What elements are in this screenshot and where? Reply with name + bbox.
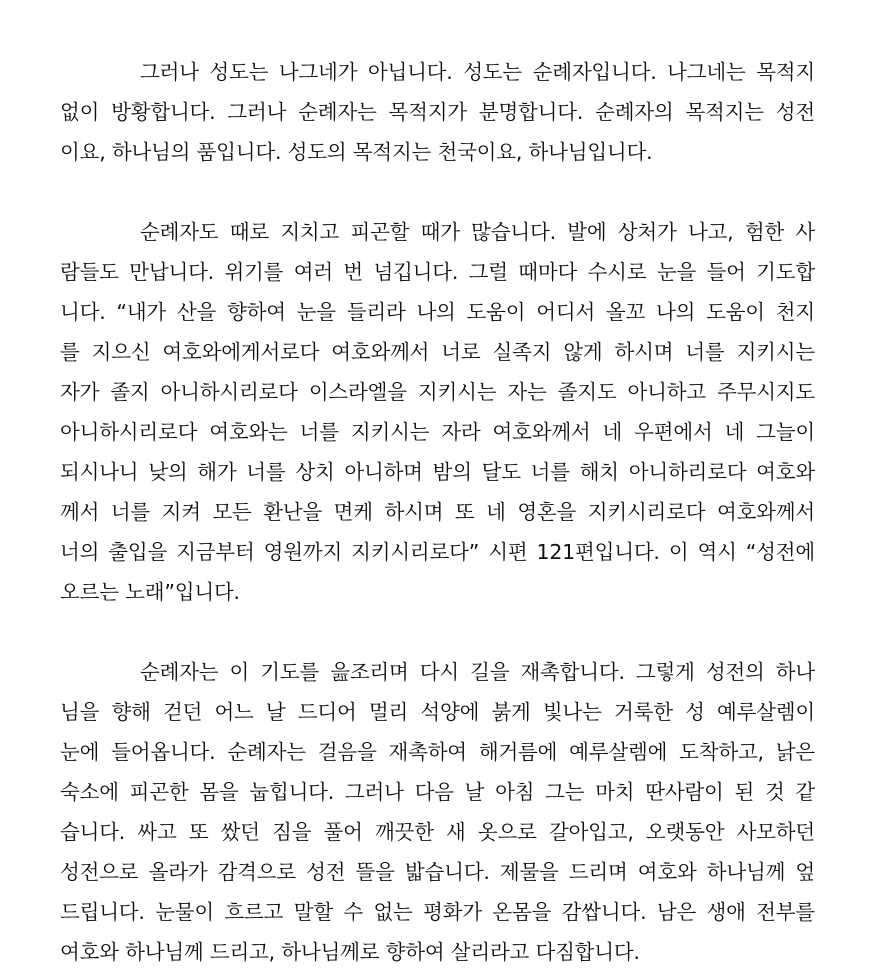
paragraph-3 — [60, 652, 815, 972]
paragraph-2 — [60, 212, 815, 612]
paragraph-line: 께서 너를 지켜 모든 환난을 면케 하시며 또 네 영혼을 지키시리로다 여호와께서 — [60, 500, 815, 524]
paragraph-line: 오르는 노래”입니다. — [60, 580, 240, 604]
paragraph-line: 드립니다. 눈물이 흐르고 말할 수 없는 평화가 온몸을 감쌉니다. 남은 생애 전부를 — [60, 900, 815, 924]
paragraph-line: 니다. “내가 산을 향하여 눈을 들리라 나의 도움이 어디서 올꼬 나의 도움이 천지 — [60, 300, 815, 324]
paragraph-line: 되시나니 낮의 해가 너를 상치 아니하며 밤의 달도 너를 해치 아니하리로다 여호와 — [60, 460, 815, 484]
paragraph-line: 숙소에 피곤한 몸을 눕힙니다. 그러나 다음 날 아침 그는 마치 딴사람이 된 것 같 — [60, 780, 815, 804]
paragraph-line: 없이 방황합니다. 그러나 순례자는 목적지가 분명합니다. 순례자의 목적지는 성전 — [60, 100, 815, 124]
paragraph-line: 성전으로 올라가 감격으로 성전 뜰을 밟습니다. 제물을 드리며 여호와 하나님께 엎 — [60, 860, 815, 884]
paragraph-line: 를 지으신 여호와에게서로다 여호와께서 너로 실족지 않게 하시며 너를 지키시는 — [60, 340, 815, 364]
paragraph-line: 자가 졸지 아니하시리로다 이스라엘을 지키시는 자는 졸지도 아니하고 주무시지도 — [60, 380, 815, 404]
paragraph-line: 그러나 성도는 나그네가 아닙니다. 성도는 순례자입니다. 나그네는 목적지 — [140, 60, 815, 84]
document-page — [60, 52, 815, 972]
paragraph-line: 순례자도 때로 지치고 피곤할 때가 많습니다. 발에 상처가 나고, 험한 사 — [140, 220, 815, 244]
paragraph-line: 순례자는 이 기도를 읊조리며 다시 길을 재촉합니다. 그렇게 성전의 하나 — [140, 660, 815, 684]
paragraph-line: 너의 출입을 지금부터 영원까지 지키시리로다” 시편 121편입니다. 이 역시 “성전에 — [60, 540, 815, 564]
paragraph-line: 님을 향해 걷던 어느 날 드디어 멀리 석양에 붉게 빛나는 거룩한 성 예루살렘이 — [60, 700, 815, 724]
paragraph-line: 람들도 만납니다. 위기를 여러 번 넘깁니다. 그럴 때마다 수시로 눈을 들어 기도합 — [60, 260, 815, 284]
paragraph-line: 눈에 들어옵니다. 순례자는 걸음을 재촉하여 해거름에 예루살렘에 도착하고, 낡은 — [60, 740, 815, 764]
paragraph-1 — [60, 52, 815, 172]
paragraph-line: 이요, 하나님의 품입니다. 성도의 목적지는 천국이요, 하나님입니다. — [60, 140, 653, 164]
paragraph-line: 여호와 하나님께 드리고, 하나님께로 향하여 살리라고 다짐합니다. — [60, 940, 640, 964]
paragraph-line: 습니다. 싸고 또 쌌던 짐을 풀어 깨끗한 새 옷으로 갈아입고, 오랫동안 사모하던 — [60, 820, 815, 844]
paragraph-line: 아니하시리로다 여호와는 너를 지키시는 자라 여호와께서 네 우편에서 네 그늘이 — [60, 420, 815, 444]
